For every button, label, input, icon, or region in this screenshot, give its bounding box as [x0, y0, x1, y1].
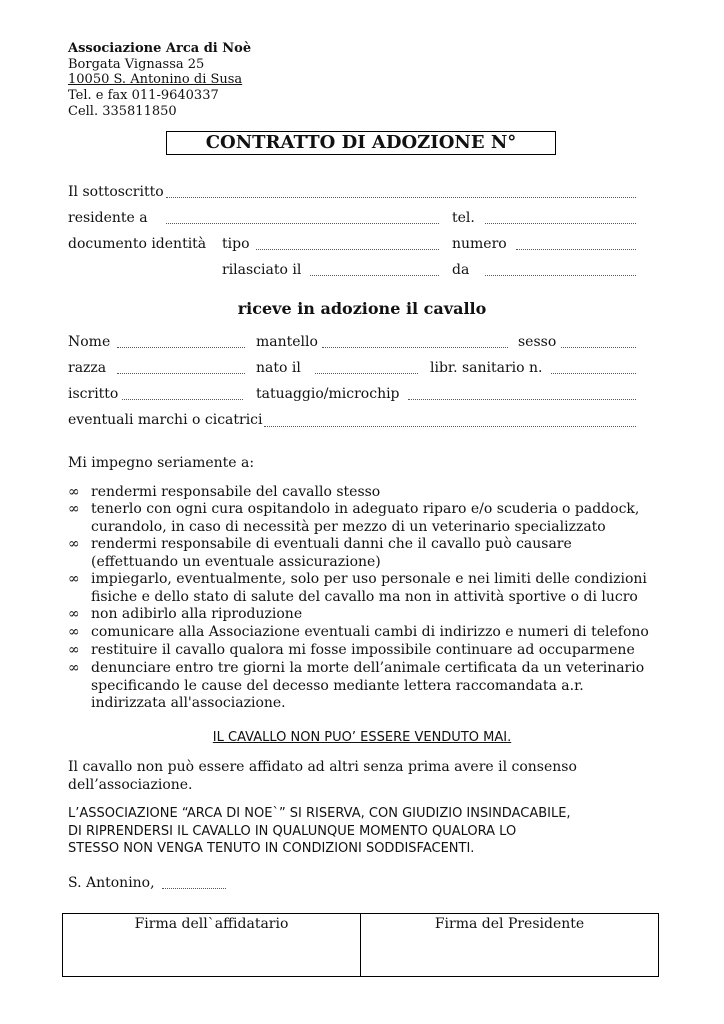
field-tipo[interactable] [256, 249, 439, 250]
label-residente: residente a [68, 210, 148, 226]
field-rilasciato[interactable] [310, 275, 439, 276]
bullet-icon: ∞ [68, 660, 80, 676]
field-razza[interactable] [117, 373, 245, 374]
label-tipo: tipo [222, 236, 250, 252]
field-sottoscritto[interactable] [166, 197, 636, 198]
field-numero[interactable] [516, 249, 636, 250]
org-address: Borgata Vignassa 25 [68, 57, 205, 72]
field-mantello[interactable] [322, 347, 508, 348]
org-phone: Tel. e fax 011-9640337 [68, 88, 219, 103]
label-da: da [452, 262, 470, 278]
bullet-icon: ∞ [68, 536, 80, 552]
field-nato[interactable] [315, 373, 418, 374]
label-sottoscritto: Il sottoscritto [68, 184, 164, 200]
field-sesso[interactable] [561, 347, 636, 348]
label-razza: razza [68, 360, 107, 376]
signature-table [62, 913, 659, 977]
field-libr[interactable] [551, 373, 636, 374]
label-tel: tel. [452, 210, 475, 226]
label-libr: libr. sanitario n. [430, 360, 543, 376]
label-sesso: sesso [518, 334, 557, 350]
bullet-icon: ∞ [68, 484, 80, 500]
list-item: comunicare alla Associazione eventuali cambi di indirizzo e numeri di telefono [91, 624, 649, 640]
list-item: restituire il cavallo qualora mi fosse impossibile continuare ad occuparmene [91, 642, 635, 658]
signature-affidatario-label: Firma dell`affidatario [134, 916, 289, 932]
signature-presidente[interactable] [361, 914, 659, 977]
org-city: 10050 S. Antonino di Susa [68, 72, 243, 87]
bullet-icon: ∞ [68, 571, 80, 587]
field-tatuaggio[interactable] [408, 399, 636, 400]
field-residente[interactable] [166, 223, 439, 224]
field-tel[interactable] [485, 223, 636, 224]
consent-paragraph: Il cavallo non può essere affidato ad altri senza prima avere il consenso dell’associazione. [68, 759, 577, 793]
field-date[interactable] [162, 888, 226, 889]
list-item: tenerlo con ogni cura ospitandolo in adeguato riparo e/o scuderia o paddock, curandolo, in caso di necessità per mezzo di un veterinario specializzato [91, 501, 640, 535]
label-numero: numero [452, 236, 507, 252]
bullet-icon: ∞ [68, 642, 80, 658]
label-iscritto: iscritto [68, 386, 119, 402]
signature-presidente-label: Firma del Presidente [434, 916, 585, 932]
bullet-icon: ∞ [68, 624, 80, 640]
label-nato: nato il [256, 360, 301, 376]
list-item: non adibirlo alla riproduzione [91, 606, 303, 622]
signature-affidatario[interactable] [63, 914, 361, 977]
label-documento: documento identità [68, 236, 207, 252]
place-label: S. Antonino, [68, 875, 155, 891]
field-iscritto[interactable] [122, 399, 243, 400]
bullet-icon: ∞ [68, 606, 80, 622]
label-tatuaggio: tatuaggio/microchip [256, 386, 400, 402]
contract-title: CONTRATTO DI ADOZIONE N° [166, 131, 556, 155]
field-marchi[interactable] [264, 426, 636, 427]
field-da[interactable] [485, 275, 636, 276]
commitments-intro: Mi impegno seriamente a: [68, 455, 255, 471]
bullet-icon: ∞ [68, 501, 80, 517]
field-nome[interactable] [117, 347, 245, 348]
reservation-paragraph: L’ASSOCIAZIONE “ARCA DI NOE`” SI RISERVA, CON GIUDIZIO INSINDACABILE, DI RIPRENDERSI IL CAVALLO IN QUALUNQUE MOMENTO QUALORA LO STESSO NON VENGA TENUTO IN CONDIZIONI SODDISFACENTI. [68, 806, 571, 856]
list-item: rendermi responsabile del cavallo stesso [91, 484, 381, 500]
org-name: Associazione Arca di Noè [68, 41, 252, 56]
list-item: denunciare entro tre giorni la morte dell’animale certificata da un veterinario specificando le cause del decesso mediante lettera raccomandata a.r. indirizzata all'associazione. [91, 660, 645, 711]
list-item: impiegarlo, eventualmente, solo per uso personale e nei limiti delle condizioni fisiche e dello stato di salute del cavallo ma non in attività sportive o di lucro [91, 571, 647, 605]
org-cell: Cell. 335811850 [68, 104, 177, 119]
label-mantello: mantello [256, 334, 318, 350]
list-item: rendermi responsabile di eventuali danni che il cavallo può causare (effettuando un eventuale assicurazione) [91, 536, 572, 570]
label-marchi: eventuali marchi o cicatrici [68, 412, 263, 428]
label-nome: Nome [68, 334, 111, 350]
label-rilasciato: rilasciato il [222, 262, 302, 278]
horse-heading: riceve in adozione il cavallo [237, 299, 487, 318]
no-sale-notice: IL CAVALLO NON PUO’ ESSERE VENDUTO MAI. [212, 730, 512, 745]
